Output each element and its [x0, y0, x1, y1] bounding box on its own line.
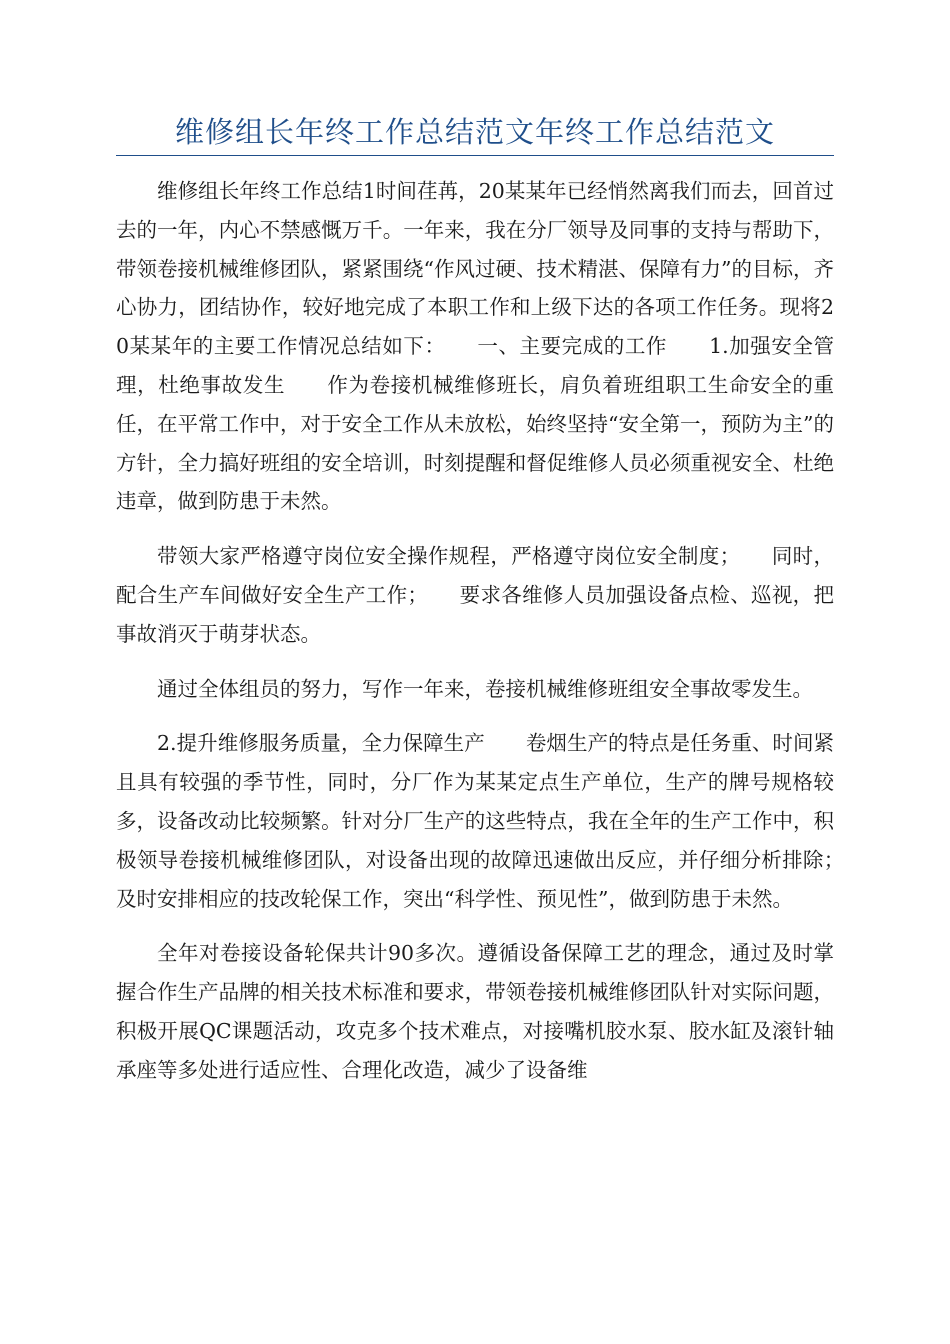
paragraph-5: 全年对卷接设备轮保共计90多次。遵循设备保障工艺的理念，通过及时掌握合作生产品牌的相关技术标准和要求，带领卷接机械维修团队针对实际问题，积极开展QC课题活动，攻克多个技术难点，对接嘴机胶水泵、胶水缸及滚针轴承座等多处进行适应性、合理化改造，减少了设备维	[116, 941, 834, 1082]
paragraph-2: 带领大家严格遵守岗位安全操作规程，严格遵守岗位安全制度； 同时，配合生产车间做好安全生产工作； 要求各维修人员加强设备点检、巡视，把事故消灭于萌芽状态。	[116, 544, 834, 646]
paragraph-4: 2.提升维修服务质量，全力保障生产 卷烟生产的特点是任务重、时间紧且具有较强的季节性，同时，分厂作为某某定点生产单位，生产的牌号规格较多，设备改动比较频繁。针对分厂生产的这些特点，我在全年的生产工作中，积极领导卷接机械维修团队，对设备出现的故障迅速做出反应，并仔细分析排除； 及时安排相应的技改轮保工作，突出“科学性、预见性”，做到防患于未然。	[116, 731, 875, 911]
document-title: 维修组长年终工作总结范文年终工作总结范文	[174, 115, 775, 149]
title-underline	[116, 155, 834, 156]
paragraph-3: 通过全体组员的努力，写作一年来，卷接机械维修班组安全事故零发生。	[157, 676, 813, 701]
paragraph-1: 维修组长年终工作总结1时间荏苒，20某某年已经悄然离我们而去，回首过去的一年，内心不禁感慨万千。一年来，我在分厂领导及同事的支持与帮助下，带领卷接机械维修团队，紧紧围绕“作风过硬、技术精湛、保障有力”的目标，齐心协力，团结协作，较好地完成了本职工作和上级下达的各项工作任务。现将20某某年的主要工作情况总结如下： 一、主要完成的工作 1.加强安全管理，杜绝事故发生 作为卷接机械维修班长，肩负着班组职工生命安全的重任，在平常工作中，对于安全工作从未放松，始终坚持“安全第一，预防为主”的方针，全力搞好班组的安全培训，时刻提醒和督促维修人员必须重视安全、杜绝违章，做到防患于未然。	[116, 179, 834, 514]
document-body	[116, 172, 875, 1106]
